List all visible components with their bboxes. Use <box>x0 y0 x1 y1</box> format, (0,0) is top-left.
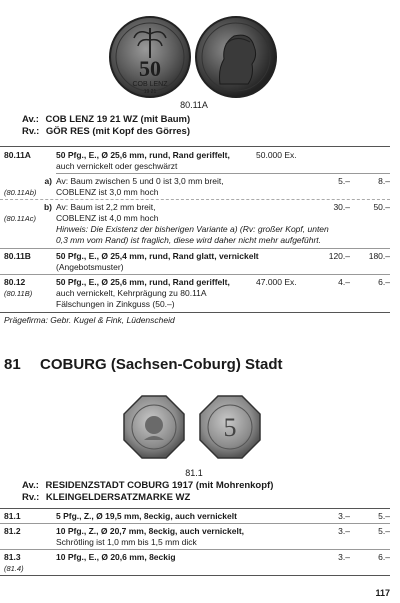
entry-note: 0,3 mm vom Rand) ist fraglich, diese wird daher nicht mehr aufgeführt. <box>56 235 322 245</box>
rv-label: Rv.: <box>22 492 40 503</box>
entry-sub: Schrötling ist 1,0 mm bis 1,5 mm dick <box>56 537 197 547</box>
entry-quantity: 47.000 Ex. <box>256 277 297 287</box>
coin-reverse <box>200 396 260 458</box>
entry-id: 81.3 <box>4 552 21 562</box>
price-1: 4.– <box>338 277 350 287</box>
section-number: 81 <box>4 356 21 373</box>
rv-text: KLEINGELDERSATZMARKE WZ <box>45 492 191 503</box>
coin-reverse-digit: 5 <box>223 413 237 442</box>
entry-id: 80.11A <box>4 150 31 160</box>
coin-image-80-11a <box>108 14 280 100</box>
av-label: Av.: <box>22 114 39 125</box>
price-1: 120.– <box>328 251 350 261</box>
entry-id: b) <box>43 202 52 212</box>
entry-id: 80.12 <box>4 277 26 287</box>
entry-text: 50 Pfg., E., Ø 25,4 mm, rund, Rand glatt, vernickelt <box>56 251 259 261</box>
price-2: 6.– <box>378 277 390 287</box>
price-2: 50.– <box>373 202 390 212</box>
price-1: 3.– <box>338 526 350 536</box>
section-title: COBURG (Sachsen-Coburg) Stadt <box>40 356 283 373</box>
entry-line: Av: Baum zwischen 5 und 0 ist 3,0 mm breit, <box>56 176 224 186</box>
entry-text: 5 Pfg., Z., Ø 19,5 mm, 8eckig, auch vernickelt <box>56 511 237 521</box>
reverse-description <box>22 492 190 504</box>
price-1: 3.– <box>338 552 350 562</box>
entry-id: 81.1 <box>4 511 21 521</box>
entry-line: Av: Baum ist 2,2 mm breit, <box>56 202 156 212</box>
entry-sub: Fälschungen in Zinkguss (50.–) <box>56 299 175 309</box>
coin-image-81-1 <box>118 392 270 464</box>
entry-id: 81.2 <box>4 526 21 536</box>
entry-line: COBLENZ ist 3,0 mm hoch <box>56 187 159 197</box>
entry-ref: (80.11B) <box>4 289 33 298</box>
price-2: 5.– <box>378 511 390 521</box>
entry-sub: auch vernickelt, Kehrprägung zu 80.11A <box>56 288 207 298</box>
price-1: 5.– <box>338 176 350 186</box>
coin-caption: 80.11A <box>180 100 208 110</box>
entry-text: 50 Pfg., E., Ø 25,6 mm, rund, Rand geriffelt, <box>56 150 230 160</box>
obverse-description <box>22 114 190 126</box>
entry-sub: auch vernickelt oder geschwärzt <box>56 161 178 171</box>
obverse-description <box>22 480 273 492</box>
av-text: RESIDENZSTADT COBURG 1917 (mit Mohrenkopf) <box>45 480 274 491</box>
coin-obverse <box>110 17 190 97</box>
coin-obverse-year: 19 21 <box>143 89 157 95</box>
reverse-description <box>22 126 190 138</box>
entry-line: COBLENZ ist 4,0 mm hoch <box>56 213 159 223</box>
coin-obverse-value: 50 <box>139 56 161 81</box>
price-1: 3.– <box>338 511 350 521</box>
entry-text: 10 Pfg., E., Ø 20,6 mm, 8eckig <box>56 552 176 562</box>
coin-obverse <box>124 396 184 458</box>
coin-caption: 81.1 <box>185 468 203 478</box>
price-1: 30.– <box>333 202 350 212</box>
price-2: 180.– <box>368 251 390 261</box>
entry-ref: (80.11Ac) <box>4 214 36 223</box>
rv-text: GÖR RES (mit Kopf des Görres) <box>45 126 190 137</box>
entry-text: 10 Pfg., Z., Ø 20,7 mm, 8eckig, auch vernickelt, <box>56 526 245 536</box>
entry-ref: (80.11Ab) <box>4 188 37 197</box>
entry-sub: (Angebotsmuster) <box>56 262 124 272</box>
entry-note: Hinweis: Die Existenz der bisherigen Variante a) (Rv: großer Kopf, unten <box>56 224 329 234</box>
coin-reverse <box>196 17 276 97</box>
price-2: 8.– <box>378 176 390 186</box>
price-2: 6.– <box>378 552 390 562</box>
av-label: Av.: <box>22 480 39 491</box>
rv-label: Rv.: <box>22 126 40 137</box>
entry-text: 50 Pfg., E., Ø 25,6 mm, rund, Rand geriffelt, <box>56 277 230 287</box>
av-text: COB LENZ 19 21 WZ (mit Baum) <box>45 114 191 125</box>
coin-obverse-rim: COB LENZ <box>132 81 168 88</box>
price-2: 5.– <box>378 526 390 536</box>
entry-id: a) <box>44 176 52 186</box>
page-number: 117 <box>375 588 390 598</box>
entry-quantity: 50.000 Ex. <box>256 150 297 160</box>
entry-id: 80.11B <box>4 251 31 261</box>
praegefirma-note: Prägefirma: Gebr. Kugel & Fink, Lüdenscheid <box>4 315 175 325</box>
entry-ref: (81.4) <box>4 564 24 573</box>
